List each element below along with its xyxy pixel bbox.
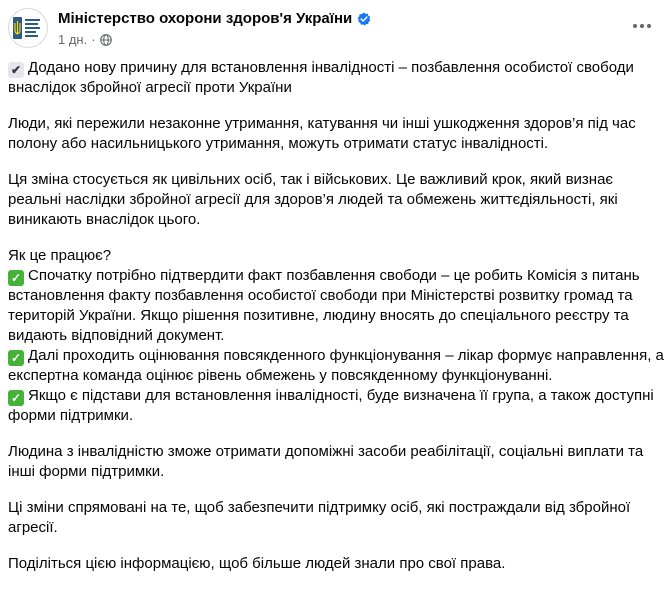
how-it-works-heading: Як це працює?	[8, 247, 112, 264]
check-mark-icon: ✓	[8, 350, 24, 366]
paragraph-share: Поділіться цією інформацією, щоб більше людей знали про свої права.	[8, 555, 506, 572]
paragraph-intro-text: Додано нову причину для встановлення інвалідності – позбавлення особистої свободи внаслідок збройної агресії проти України	[8, 59, 634, 96]
check-mark-icon: ✔	[8, 62, 24, 78]
more-dot	[647, 24, 651, 28]
paragraph-intro	[8, 58, 664, 98]
page-name[interactable]: Міністерство охорони здоров'я України	[58, 10, 353, 27]
post-time[interactable]: 1 дн.	[58, 32, 88, 47]
post-meta	[58, 32, 112, 47]
ministry-logo	[13, 13, 43, 43]
globe-icon[interactable]	[100, 34, 112, 46]
step-3	[8, 386, 664, 426]
post-header	[8, 6, 662, 54]
verified-badge-icon	[357, 12, 371, 26]
check-mark-icon: ✓	[8, 390, 24, 406]
trident-icon	[13, 17, 22, 39]
post-text	[8, 58, 664, 590]
more-options-icon[interactable]	[628, 16, 656, 36]
step-3-text: Якщо є підстави для встановлення інвалідності, буде визначена її група, а також доступні форми підтримки.	[8, 387, 654, 424]
step-1	[8, 266, 664, 346]
page-avatar[interactable]	[8, 8, 48, 48]
step-2	[8, 346, 664, 386]
paragraph-purpose: Ці зміни спрямовані на те, щоб забезпечити підтримку осіб, які постраждали від збройної агресії.	[8, 499, 631, 536]
page-name-link[interactable]	[58, 10, 371, 27]
more-dot	[640, 24, 644, 28]
logo-text-lines	[25, 19, 40, 37]
step-2-text: Далі проходить оцінювання повсякденного функціонування – лікар формує направлення, а експертна команда оцінює рівень обмежень у повсякденному функціонуванні.	[8, 347, 664, 384]
paragraph-scope: Ця зміна стосується як цивільних осіб, так і військових. Це важливий крок, який визнає реальні наслідки збройної агресії для здоров’я людей та обмежень життєдіяльності, які виникають внаслідок цього.	[8, 171, 618, 228]
meta-separator: ·	[91, 32, 96, 47]
paragraph-eligibility: Люди, які пережили незаконне утримання, катування чи інші ушкодження здоров’я під час полону або насильницького утримання, можуть отримати статус інвалідності.	[8, 115, 636, 152]
step-1-text: Спочатку потрібно підтвердити факт позбавлення свободи – це робить Комісія з питань встановлення факту позбавлення особистої свободи при Міністерстві розвитку громад та територій України. Якщо рішення позитивне, людину вносять до спеціального реєстру та видають відповідний документ.	[8, 267, 640, 344]
paragraph-benefits: Людина з інвалідністю зможе отримати допоміжні засоби реабілітації, соціальні виплати та інші форми підтримки.	[8, 443, 644, 480]
more-dot	[633, 24, 637, 28]
check-mark-icon: ✓	[8, 270, 24, 286]
